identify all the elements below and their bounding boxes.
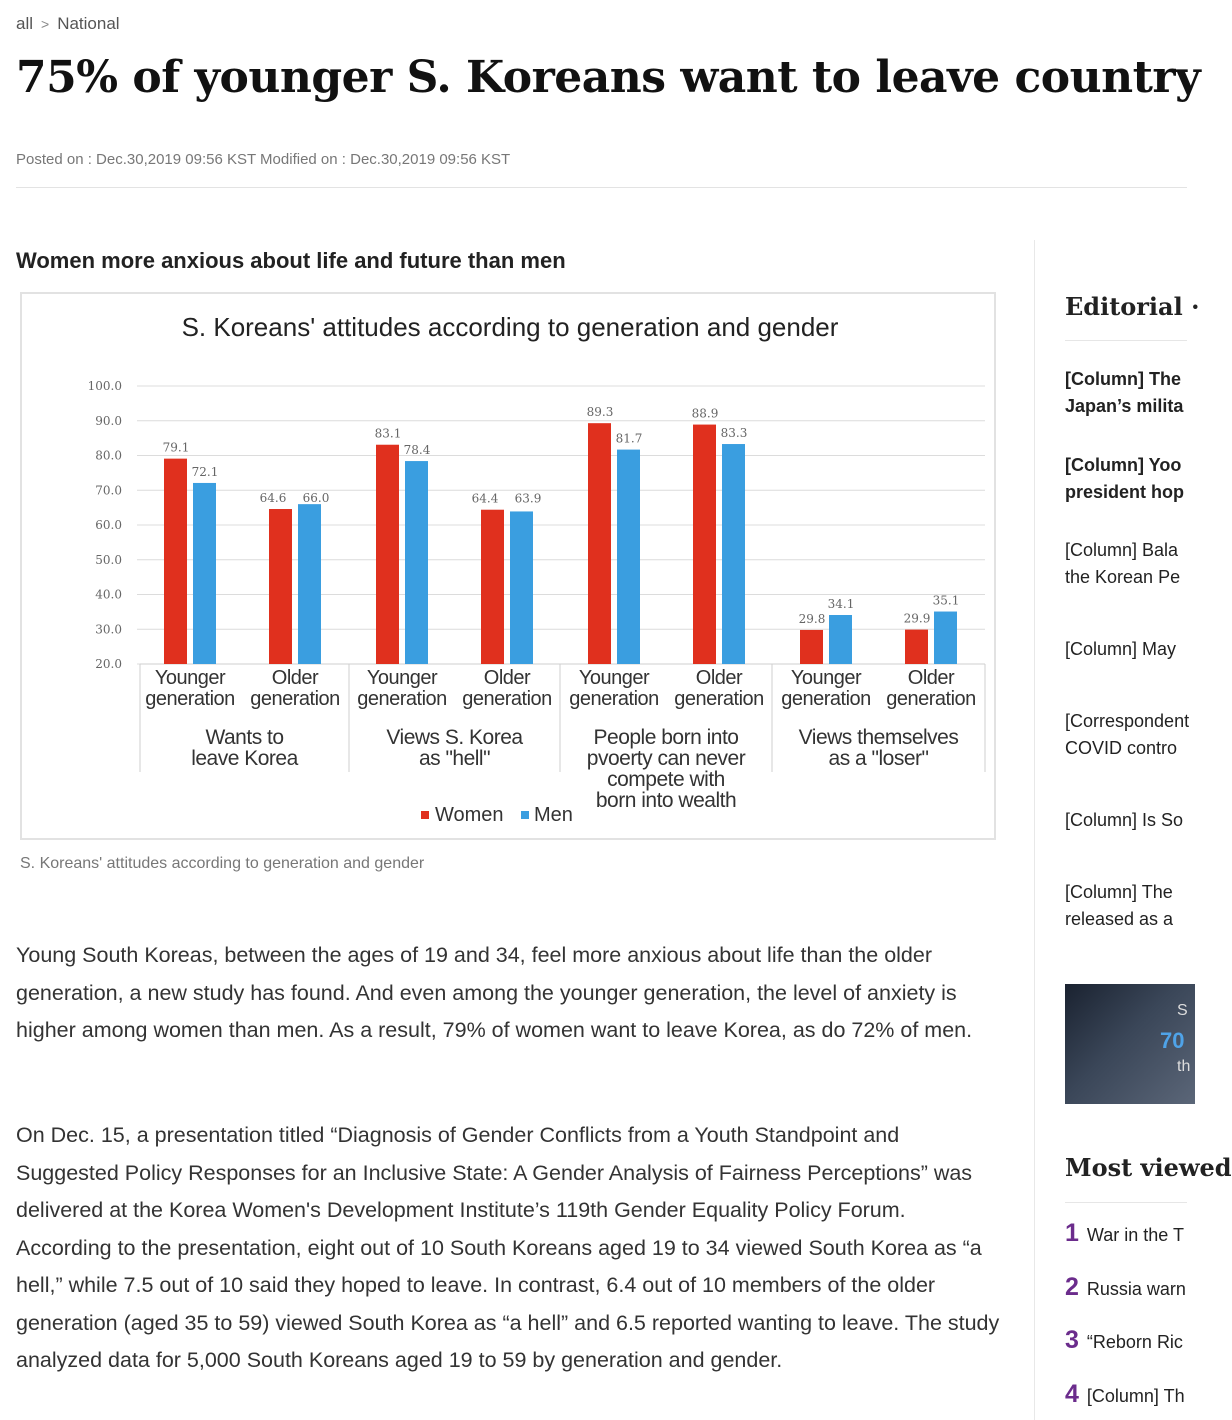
editorial-link-3[interactable]: [Column] Bala (1065, 540, 1179, 560)
x-group-label: born into wealth (595, 789, 737, 812)
editorial-link-2-line2[interactable]: president hop (1065, 482, 1185, 502)
editorial-heading[interactable]: Editorial · (1065, 292, 1200, 321)
x-group-label: as a "loser" (828, 747, 929, 770)
x-category-label: Younger (790, 667, 862, 689)
header-divider (16, 187, 1187, 188)
x-category-label: generation (462, 688, 552, 710)
most-viewed-item-3[interactable] (1065, 1326, 1183, 1355)
x-group-label: People born into (593, 726, 739, 749)
x-group-label: Views S. Korea (386, 726, 523, 749)
x-category-label: Younger (154, 667, 226, 689)
most-viewed-title: “Reborn Ric (1086, 1332, 1183, 1352)
bar-men (722, 444, 745, 664)
y-tick-label: 60.0 (95, 518, 122, 532)
most-viewed-divider (1065, 1202, 1187, 1203)
bar-men (405, 461, 428, 664)
bar-women (376, 445, 399, 664)
x-category-label: generation (357, 688, 447, 710)
x-category-label: generation (569, 688, 659, 710)
x-category-label: generation (145, 688, 235, 710)
data-label-women: 89.3 (586, 405, 614, 420)
editorial-link-1[interactable]: [Column] The (1065, 369, 1181, 389)
x-group-label: compete with (607, 768, 725, 791)
y-tick-label: 80.0 (95, 448, 122, 463)
bar-chart (22, 294, 998, 842)
data-label-women: 83.1 (374, 426, 402, 441)
most-viewed-title: [Column] Th (1086, 1386, 1185, 1406)
most-viewed-item-2[interactable] (1065, 1273, 1186, 1302)
most-viewed-title: War in the T (1086, 1225, 1184, 1245)
promo-text-big: 70 (1160, 1028, 1185, 1053)
x-category-label: generation (781, 688, 871, 710)
x-category-label: Older (483, 667, 531, 689)
x-category-label: Younger (366, 667, 438, 689)
editorial-link-4[interactable]: [Column] May (1065, 639, 1177, 659)
legend-swatch-men (521, 811, 529, 819)
x-group-label: Wants to (205, 726, 284, 749)
chart-figure (20, 292, 996, 840)
breadcrumb-home-link[interactable]: all (16, 14, 34, 33)
editorial-link-6[interactable]: [Column] Is So (1065, 810, 1184, 830)
x-group-label: as "hell" (418, 747, 491, 770)
data-label-men: 63.9 (514, 491, 542, 506)
bar-men (829, 615, 852, 664)
y-tick-label: 100.0 (87, 379, 122, 393)
most-viewed-title: Russia warn (1086, 1279, 1186, 1299)
rank-number: 3 (1065, 1326, 1079, 1354)
x-group-label: pvoerty can never (586, 747, 746, 770)
most-viewed-heading: Most viewed (1065, 1153, 1232, 1182)
data-label-men: 34.1 (827, 597, 855, 612)
editorial-link-5-line2[interactable]: COVID contro (1065, 738, 1178, 758)
bar-men (617, 450, 640, 664)
bar-women (481, 510, 504, 664)
data-label-men: 83.3 (720, 426, 748, 441)
y-tick-label: 20.0 (95, 657, 122, 671)
rank-number: 4 (1065, 1380, 1079, 1408)
article-dates: Posted on : Dec.30,2019 09:56 KST Modified on : Dec.30,2019 09:56 KST (16, 151, 511, 168)
article-paragraph-1: Young South Koreas, between the ages of 19 and 34, feel more anxious about life than the older generation, a new study has found. And even among the younger generation, the level of anxiety is higher among women than men. As a result, 79% of women want to leave Korea, as do 72% of men. (16, 943, 973, 1042)
bar-women (269, 509, 292, 664)
legend-label-women: Women (435, 804, 504, 826)
y-tick-label: 70.0 (95, 483, 122, 498)
data-label-women: 29.8 (798, 611, 826, 626)
legend-swatch-women (421, 811, 429, 819)
x-category-label: generation (250, 688, 340, 710)
editorial-link-5[interactable]: [Correspondent (1065, 711, 1190, 731)
x-group-label: leave Korea (191, 747, 298, 770)
data-label-women: 29.9 (903, 611, 931, 626)
y-tick-label: 50.0 (95, 552, 122, 567)
y-tick-label: 30.0 (95, 622, 122, 637)
most-viewed-item-4[interactable] (1065, 1380, 1185, 1409)
data-label-women: 88.9 (691, 406, 719, 421)
editorial-link-7-line2[interactable]: released as a (1065, 909, 1174, 929)
article-paragraph-2: On Dec. 15, a presentation titled “Diagnosis of Gender Conflicts from a Youth Standpoint and Suggested Policy Responses for an Inclusive State: A Gender Analysis of Fairness Perceptions” was delivered at the Korea Women's Development Institute’s 119th Gender Equality Policy Forum. According to the presentation, eight out of 10 South Koreans aged 19 to 34 viewed South Korea as “a hell,” while 7.5 out of 10 said they hoped to leave. In contrast, 6.4 out of 10 members of the older generation (aged 35 to 59) viewed South Korea as “a hell” and 6.5 reported wanting to leave. The study analyzed data for 5,000 South Koreans aged 19 to 59 by generation and gender. (16, 1123, 1000, 1372)
y-tick-label: 40.0 (95, 587, 122, 602)
data-label-men: 35.1 (932, 593, 960, 608)
rank-number: 2 (1065, 1273, 1079, 1301)
editorial-divider (1065, 340, 1187, 341)
sidebar-divider (1034, 240, 1035, 1420)
bar-women (905, 630, 928, 664)
x-category-label: Older (907, 667, 955, 689)
promo-text-top: S (1177, 1002, 1188, 1019)
article-headline: 75% of younger S. Koreans want to leave country (16, 52, 1201, 103)
editorial-link-3-line2[interactable]: the Korean Pe (1065, 567, 1181, 587)
bar-men (934, 612, 957, 664)
bar-women (164, 459, 187, 664)
breadcrumb-separator: > (41, 16, 50, 32)
data-label-men: 72.1 (191, 464, 219, 479)
editorial-link-2[interactable]: [Column] Yoo (1065, 455, 1182, 475)
bar-women (693, 425, 716, 664)
bar-men (298, 504, 321, 664)
sidebar-promo-image[interactable] (1065, 984, 1195, 1104)
data-label-women: 64.6 (259, 491, 287, 506)
editorial-link-7[interactable]: [Column] The (1065, 882, 1173, 902)
data-label-women: 79.1 (162, 440, 190, 455)
x-category-label: Older (271, 667, 319, 689)
x-group-label: Views themselves (798, 726, 959, 749)
x-category-label: Younger (578, 667, 650, 689)
promo-text-bottom: th (1177, 1058, 1191, 1075)
x-category-label: generation (886, 688, 976, 710)
article-subhead: Women more anxious about life and future than men (16, 248, 566, 273)
data-label-men: 81.7 (615, 431, 643, 446)
data-label-men: 78.4 (403, 443, 431, 458)
bar-men (510, 511, 533, 664)
y-tick-label: 90.0 (95, 413, 122, 428)
editorial-link-1-line2[interactable]: Japan’s milita (1065, 396, 1184, 416)
x-category-label: generation (674, 688, 764, 710)
breadcrumb-section-link[interactable]: National (57, 14, 120, 33)
x-category-label: Older (695, 667, 743, 689)
chart-title: S. Koreans' attitudes according to generation and gender (181, 312, 839, 342)
data-label-men: 66.0 (302, 491, 330, 506)
breadcrumb (16, 14, 120, 34)
figure-caption: S. Koreans' attitudes according to generation and gender (20, 855, 425, 872)
bar-women (588, 423, 611, 664)
most-viewed-item-1[interactable] (1065, 1219, 1184, 1248)
data-label-women: 64.4 (471, 491, 499, 506)
legend-label-men: Men (534, 804, 573, 826)
rank-number: 1 (1065, 1219, 1079, 1247)
bar-women (800, 630, 823, 664)
bar-men (193, 483, 216, 664)
sidebar (1065, 0, 1232, 1420)
